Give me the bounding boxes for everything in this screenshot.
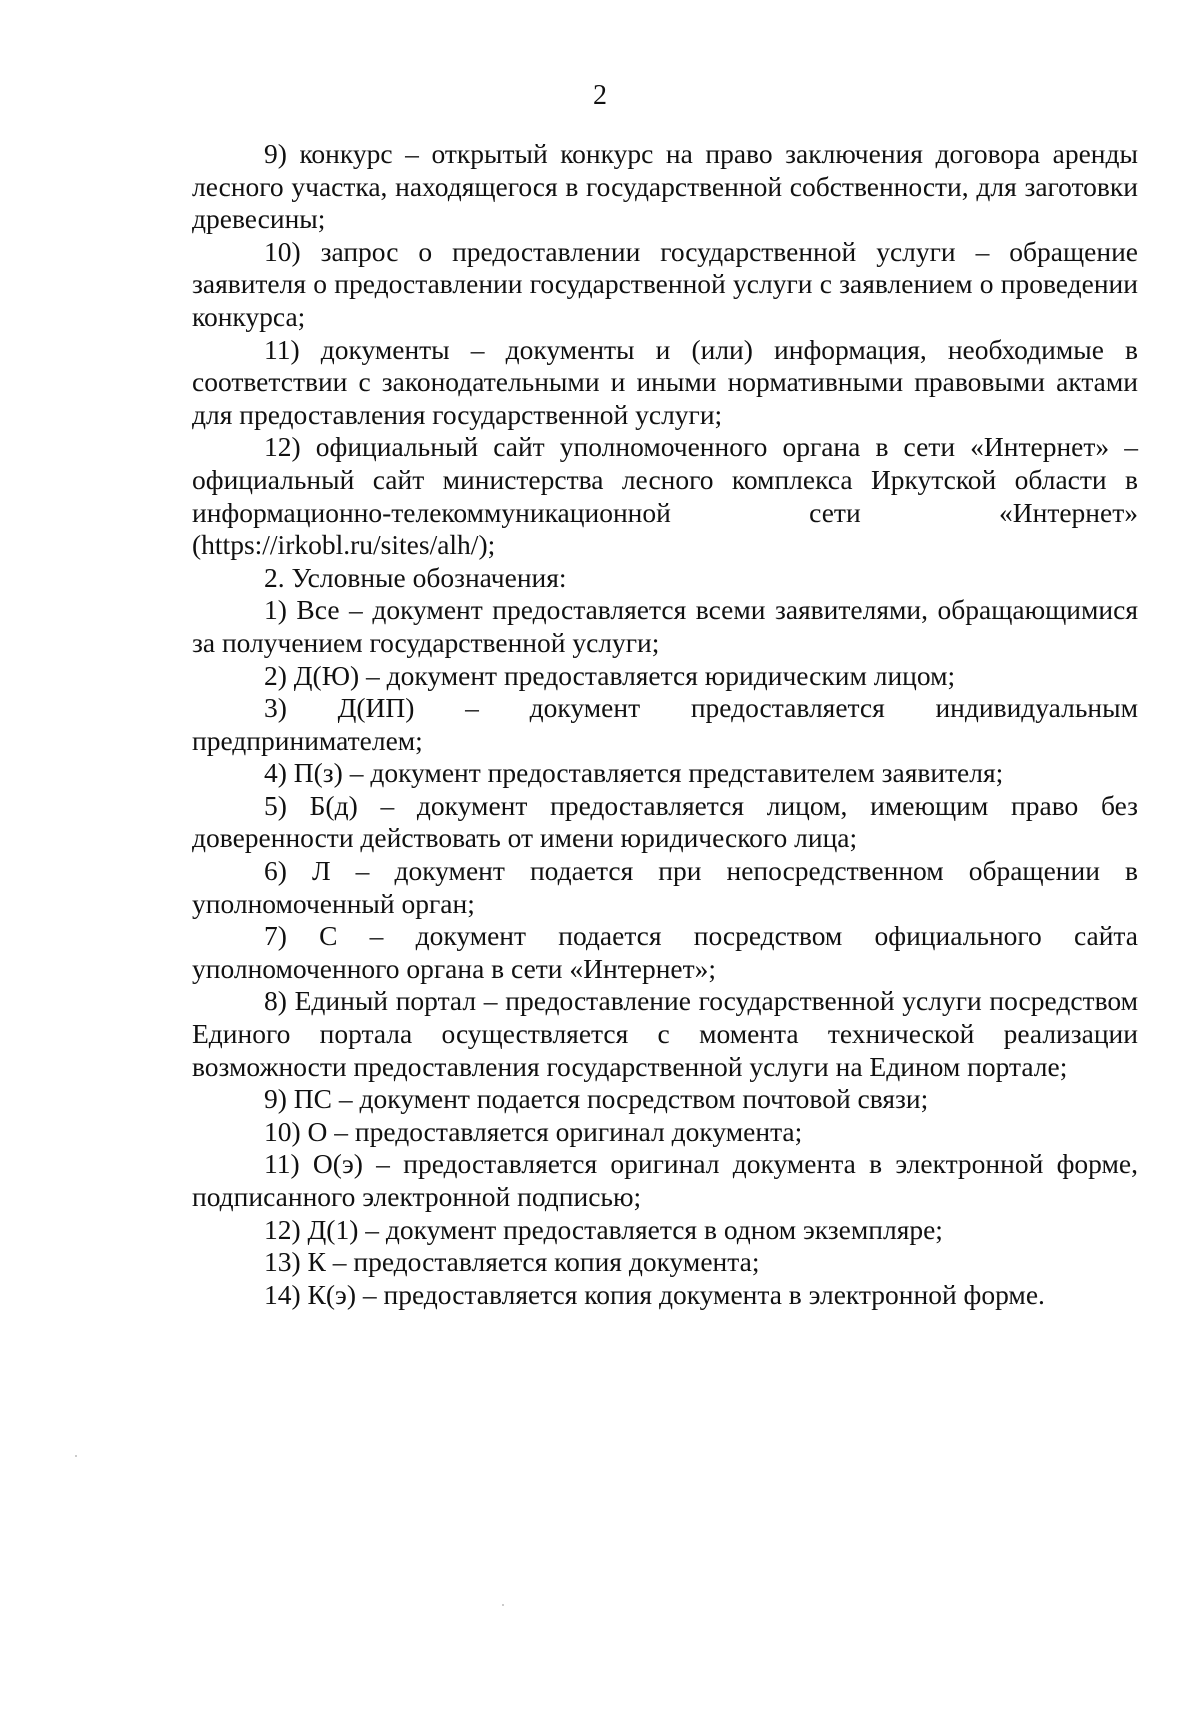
legend-item-11: 11) О(э) – предоставляется оригинал документа в электронной форме, подписанного электронной подписью; bbox=[192, 1148, 1138, 1212]
paragraph-definition-12: 12) официальный сайт уполномоченного органа в сети «Интернет» – официальный сайт министерства лесного комплекса Иркутской области в информационно-телекоммуникационной сети «Интернет» (https://irkobl.ru/sites/alh/); bbox=[192, 431, 1138, 561]
document-body bbox=[192, 138, 1138, 1311]
legend-item-10: 10) О – предоставляется оригинал документа; bbox=[264, 1115, 803, 1147]
legend-item-3: 3) Д(ИП) – документ предоставляется индивидуальным предпринимателем; bbox=[192, 692, 1138, 756]
legend-item-7: 7) С – документ подается посредством официального сайта уполномоченного органа в сети «Интернет»; bbox=[192, 920, 1138, 984]
legend-item-4: 4) П(з) – документ предоставляется представителем заявителя; bbox=[264, 757, 1004, 789]
page-number: 2 bbox=[593, 80, 607, 111]
legend-item-14: 14) К(э) – предоставляется копия документа в электронной форме. bbox=[264, 1278, 1045, 1310]
section-heading-legend: 2. Условные обозначения: bbox=[264, 561, 567, 593]
paragraph-definition-11: 11) документы – документы и (или) информация, необходимые в соответствии с законодательными и иными нормативными правовыми актами для предоставления государственной услуги; bbox=[192, 333, 1138, 430]
legend-item-6: 6) Л – документ подается при непосредственном обращении в уполномоченный орган; bbox=[192, 855, 1138, 919]
legend-item-13: 13) К – предоставляется копия документа; bbox=[264, 1246, 760, 1278]
paragraph-definition-9: 9) конкурс – открытый конкурс на право заключения договора аренды лесного участка, находящегося в государственной собственности, для заготовки древесины; bbox=[192, 138, 1138, 235]
legend-item-9: 9) ПС – документ подается посредством почтовой связи; bbox=[264, 1083, 929, 1115]
legend-item-2: 2) Д(Ю) – документ предоставляется юридическим лицом; bbox=[264, 659, 956, 691]
legend-item-1: 1) Все – документ предоставляется всеми заявителями, обращающимися за получением государственной услуги; bbox=[192, 594, 1138, 658]
scan-artifact bbox=[502, 1604, 504, 1606]
legend-item-12: 12) Д(1) – документ предоставляется в одном экземпляре; bbox=[264, 1213, 943, 1245]
scan-artifact bbox=[75, 1455, 77, 1457]
legend-item-8: 8) Единый портал – предоставление государственной услуги посредством Единого портала осуществляется с момента технической реализации возможности предоставления государственной услуги на Едином портале; bbox=[192, 985, 1138, 1082]
paragraph-definition-10: 10) запрос о предоставлении государственной услуги – обращение заявителя о предоставлении государственной услуги с заявлением о проведении конкурса; bbox=[192, 235, 1138, 332]
legend-item-5: 5) Б(д) – документ предоставляется лицом, имеющим право без доверенности действовать от имени юридического лица; bbox=[192, 789, 1138, 854]
